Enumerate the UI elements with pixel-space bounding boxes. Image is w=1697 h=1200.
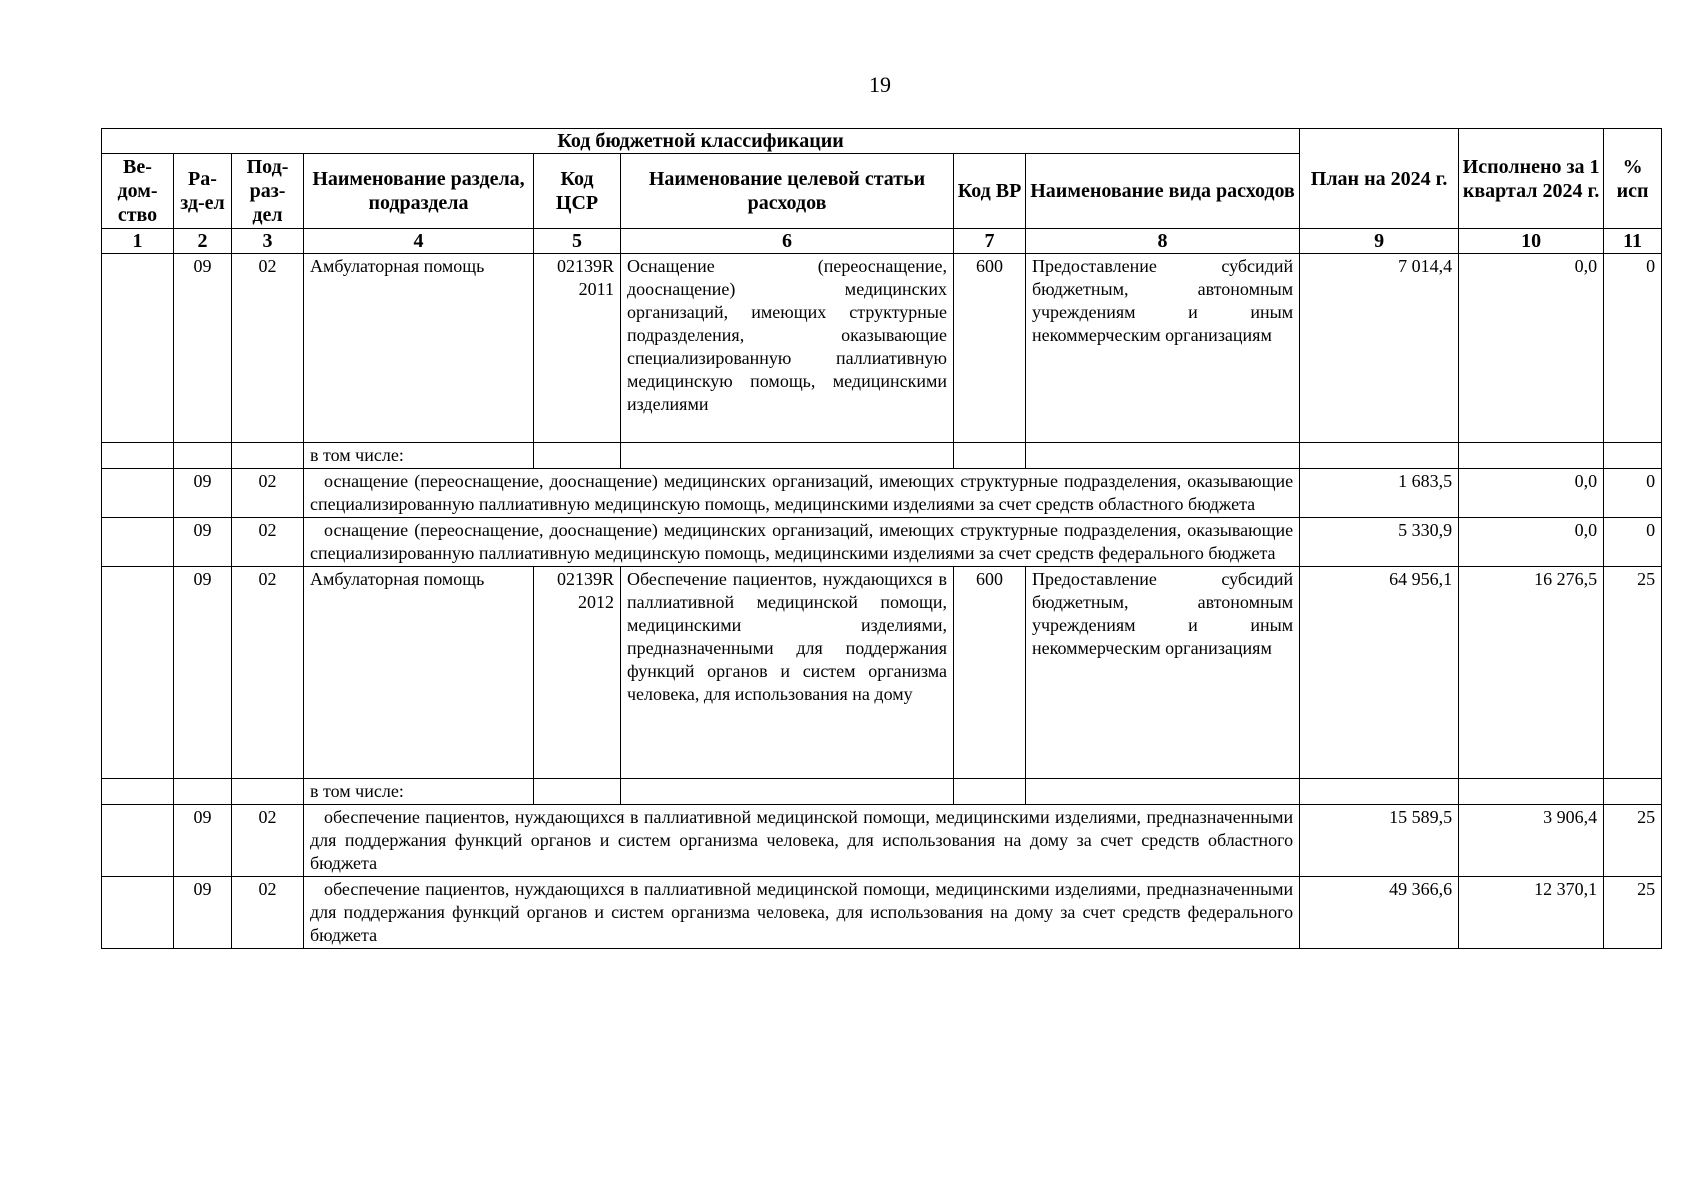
percent-cell: 0: [1604, 254, 1662, 443]
table-row: [102, 518, 1662, 567]
plan-cell: 15 589,5: [1300, 805, 1459, 877]
col-header-1: Ве-дом-ство: [102, 154, 174, 229]
col-header-3: Под-раз-дел: [232, 154, 304, 229]
done-cell: 12 370,1: [1459, 877, 1604, 949]
plan-cell: 49 366,6: [1300, 877, 1459, 949]
column-number: 9: [1300, 229, 1459, 254]
header-group: Код бюджетной классификации: [102, 129, 1300, 154]
including-label: в том числе:: [304, 779, 534, 805]
vedomstvo-cell: [102, 254, 174, 443]
csr-code-cell: 02139R 2012: [534, 567, 621, 779]
done-cell: 0,0: [1459, 518, 1604, 567]
plan-cell: 1 683,5: [1300, 469, 1459, 518]
percent-cell: 25: [1604, 805, 1662, 877]
csr-code-cell: 02139R 2011: [534, 254, 621, 443]
page-number: 19: [869, 72, 891, 97]
razdel-cell: 09: [174, 518, 232, 567]
col-header-2: Ра-зд-ел: [174, 154, 232, 229]
vedomstvo-cell: [102, 567, 174, 779]
col-header-7: Код ВР: [954, 154, 1026, 229]
done-cell: 0,0: [1459, 469, 1604, 518]
podrazdel-cell: 02: [232, 469, 304, 518]
including-label: в том числе:: [304, 443, 534, 469]
column-number: 8: [1026, 229, 1300, 254]
funding-source-cell: оснащение (переоснащение, дооснащение) медицинских организаций, имеющих структурные подразделения, оказывающие специализированную паллиативную медицинскую помощь, медицинскими изделиями за счет средств областного бюджета: [304, 469, 1300, 518]
col-header-9: План на 2024 г.: [1300, 129, 1459, 229]
target-article-cell: Обеспечение пациентов, нуждающихся в паллиативной медицинской помощи, медицинскими изделиями, предназначенными для поддержания функций органов и систем организма человека, для использования на дому: [621, 567, 954, 779]
table-row: [102, 443, 1662, 469]
razdel-cell: 09: [174, 567, 232, 779]
percent-cell: 25: [1604, 567, 1662, 779]
plan-cell: 64 956,1: [1300, 567, 1459, 779]
table-row: [102, 877, 1662, 949]
percent-cell: 0: [1604, 518, 1662, 567]
done-cell: 16 276,5: [1459, 567, 1604, 779]
plan-cell: 7 014,4: [1300, 254, 1459, 443]
col-header-10: Исполнено за 1 квартал 2024 г.: [1459, 129, 1604, 229]
podrazdel-cell: 02: [232, 805, 304, 877]
percent-cell: 0: [1604, 469, 1662, 518]
podrazdel-cell: 02: [232, 254, 304, 443]
column-number: 3: [232, 229, 304, 254]
podrazdel-cell: 02: [232, 877, 304, 949]
razdel-cell: 09: [174, 877, 232, 949]
col-header-4: Наименование раздела, подраздела: [304, 154, 534, 229]
done-cell: 3 906,4: [1459, 805, 1604, 877]
table-row: [102, 567, 1662, 779]
column-number: 10: [1459, 229, 1604, 254]
header-group-row: [102, 129, 1662, 154]
razdel-cell: 09: [174, 254, 232, 443]
podrazdel-cell: 02: [232, 518, 304, 567]
done-cell: 0,0: [1459, 254, 1604, 443]
table-row: [102, 779, 1662, 805]
table-row: [102, 469, 1662, 518]
col-header-11: % исп: [1604, 129, 1662, 229]
funding-source-cell: обеспечение пациентов, нуждающихся в паллиативной медицинской помощи, медицинскими изделиями, предназначенными для поддержания функций органов и систем организма человека, для использования на дому за счет средств федерального бюджета: [304, 877, 1300, 949]
podrazdel-cell: 02: [232, 567, 304, 779]
col-header-6: Наименование целевой статьи расходов: [621, 154, 954, 229]
funding-source-cell: обеспечение пациентов, нуждающихся в паллиативной медицинской помощи, медицинскими изделиями, предназначенными для поддержания функций органов и систем организма человека, для использования на дому за счет средств областного бюджета: [304, 805, 1300, 877]
column-number: 11: [1604, 229, 1662, 254]
vr-code-cell: 600: [954, 254, 1026, 443]
table-row: [102, 805, 1662, 877]
vr-name-cell: Предоставление субсидий бюджетным, автономным учреждениям и иным некоммерческим организациям: [1026, 567, 1300, 779]
funding-source-cell: оснащение (переоснащение, дооснащение) медицинских организаций, имеющих структурные подразделения, оказывающие специализированную паллиативную медицинскую помощь, медицинскими изделиями за счет средств федерального бюджета: [304, 518, 1300, 567]
vr-code-cell: 600: [954, 567, 1026, 779]
vr-name-cell: Предоставление субсидий бюджетным, автономным учреждениям и иным некоммерческим организациям: [1026, 254, 1300, 443]
column-number: 5: [534, 229, 621, 254]
percent-cell: 25: [1604, 877, 1662, 949]
col-header-5: Код ЦСР: [534, 154, 621, 229]
plan-cell: 5 330,9: [1300, 518, 1459, 567]
budget-table: [101, 128, 1662, 949]
column-number: 1: [102, 229, 174, 254]
table-row: [102, 254, 1662, 443]
razdel-cell: 09: [174, 805, 232, 877]
target-article-cell: Оснащение (переоснащение, дооснащение) медицинских организаций, имеющих структурные подразделения, оказывающие специализированную паллиативную медицинскую помощь, медицинскими изделиями: [621, 254, 954, 443]
col-header-8: Наименование вида расходов: [1026, 154, 1300, 229]
razdel-cell: 09: [174, 469, 232, 518]
section-name-cell: Амбулаторная помощь: [304, 254, 534, 443]
section-name-cell: Амбулаторная помощь: [304, 567, 534, 779]
column-number: 4: [304, 229, 534, 254]
column-number: 6: [621, 229, 954, 254]
column-number-row: [102, 229, 1662, 254]
column-number: 7: [954, 229, 1026, 254]
column-number: 2: [174, 229, 232, 254]
